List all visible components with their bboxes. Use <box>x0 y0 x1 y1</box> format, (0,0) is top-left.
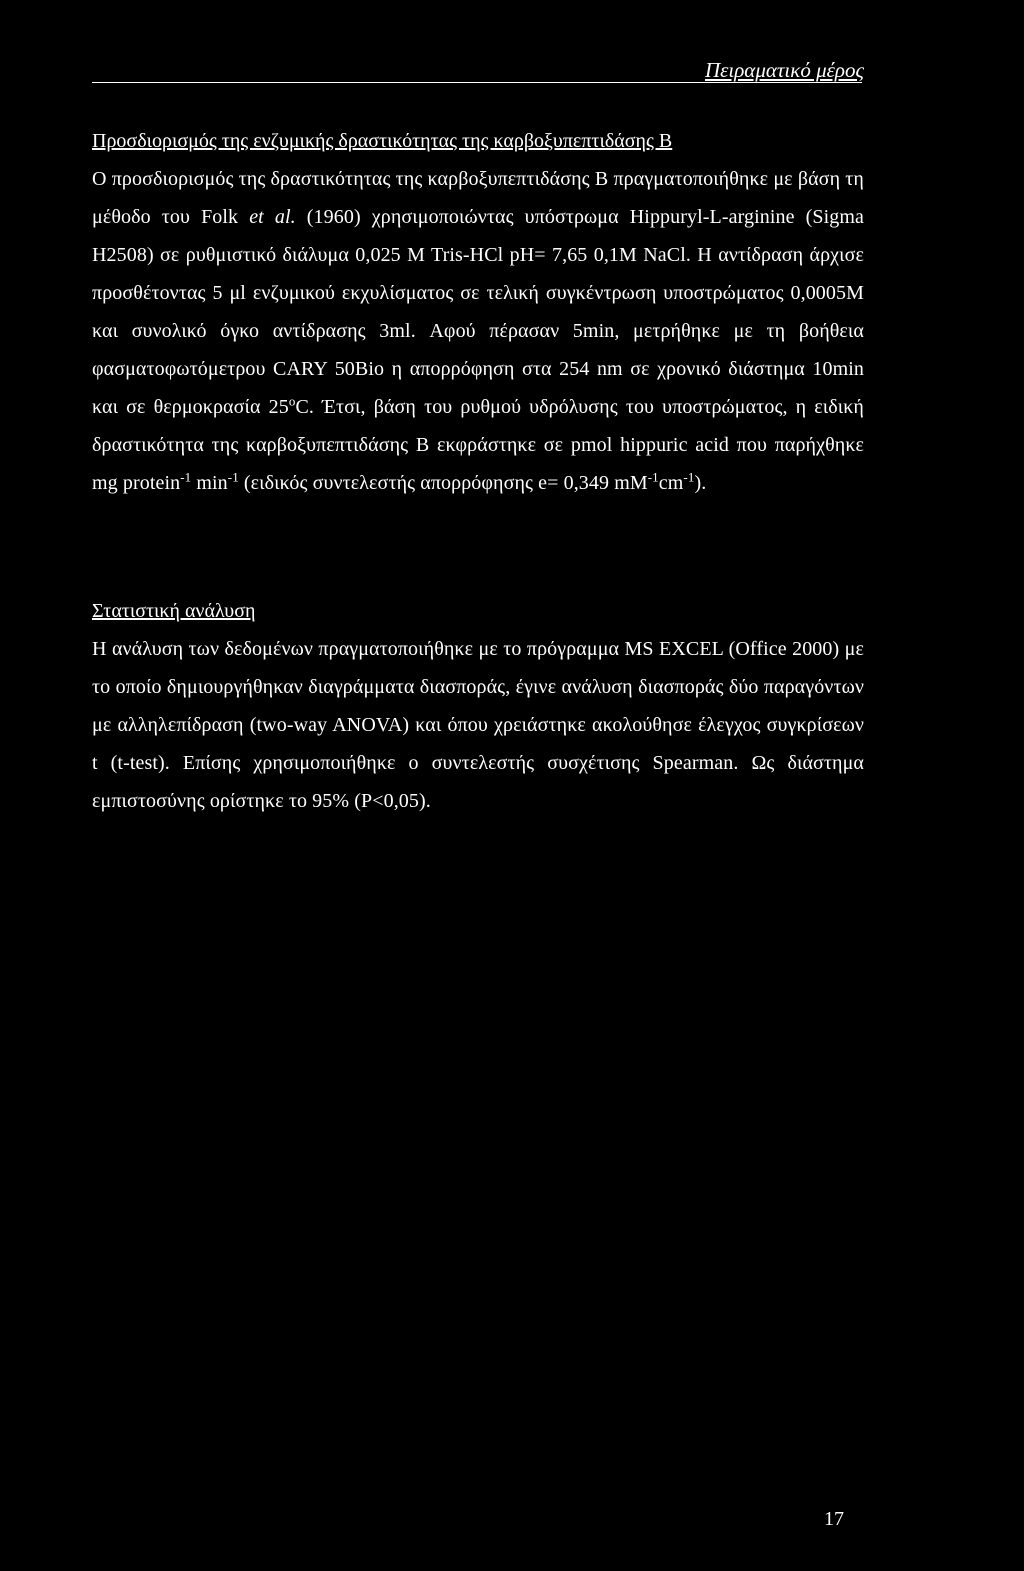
para-text-e: (ειδικός συντελεστής απορρόφησης e= 0,349 mM <box>238 472 648 494</box>
sup-mm: -1 <box>647 469 659 485</box>
sup-min: -1 <box>227 469 239 485</box>
section-heading-carboxypeptidase: Προσδιορισμός της ενζυμικής δραστικότητας της καρβοξυπεπτιδάσης Β <box>92 130 673 152</box>
section-statistics <box>92 592 864 820</box>
paragraph-statistics: Η ανάλυση των δεδομένων πραγματοποιήθηκε με το πρόγραμμα MS EXCEL (Office 2000) με το οποίο δημιουργήθηκαν διαγράμματα διασποράς, έγινε ανάλυση διασποράς δύο παραγόντων με αλληλεπίδραση (two-way ANOVA) και όπου χρειάστηκε ακολούθησε έλεγχος συγκρίσεων t (t-test). Επίσης χρησιμοποιήθηκε ο συντελεστής συσχέτισης Spearman. Ως διάστημα εμπιστοσύνης ορίστηκε το 95% (P<0,05). <box>92 638 864 812</box>
section-heading-statistics: Στατιστική ανάλυση <box>92 600 256 622</box>
para-text-c: C. Έτσι, βάση του ρυθμού υδρόλυσης του υποστρώματος, η ειδική δραστικότητα της καρβοξυπεπτιδάσης Β εκφράστηκε σε pmol hippuric acid που παρήχθηκε mg protein <box>92 396 864 494</box>
para-text-a: Ο προσδιορισμός της δραστικότητας της καρβοξυπεπτιδάσης Β πραγματοποιήθηκε με βάση τη μέθοδο του Folk <box>92 168 864 228</box>
para-text-b: (1960) χρησιμοποιώντας υπόστρωμα Hippuryl-L-arginine (Sigma H2508) σε ρυθμιστικό διάλυμα 0,025 M Tris-HCl pH= 7,65 0,1M NaCl. Η αντίδραση άρχισε προσθέτοντας 5 μl ενζυμικού εκχυλίσματος σε τελική συγκέντρωση υποστρώματος 0,0005M και συνολικό όγκο αντίδρασης 3ml. Αφού πέρασαν 5min, μετρήθηκε με τη βοήθεια φασματοφωτόμετρου CARY 50Bio η απορρόφηση στα 254 nm σε χρονικό διάστημα 10min και σε θερμοκρασία 25 <box>92 206 864 418</box>
para-etal: et al. <box>249 206 296 228</box>
degree-sup: o <box>288 393 296 409</box>
page-number: 17 <box>824 1508 844 1530</box>
para-text-g: ). <box>694 472 707 494</box>
running-header: Πειραματικό μέρος <box>704 58 864 82</box>
para-text-d: min <box>191 472 228 494</box>
sup-cm: -1 <box>683 469 695 485</box>
paragraph-carboxypeptidase-method <box>92 160 864 502</box>
sup-protein: -1 <box>180 469 192 485</box>
para-text-f: cm <box>658 472 684 494</box>
section-carboxypeptidase <box>92 122 864 502</box>
